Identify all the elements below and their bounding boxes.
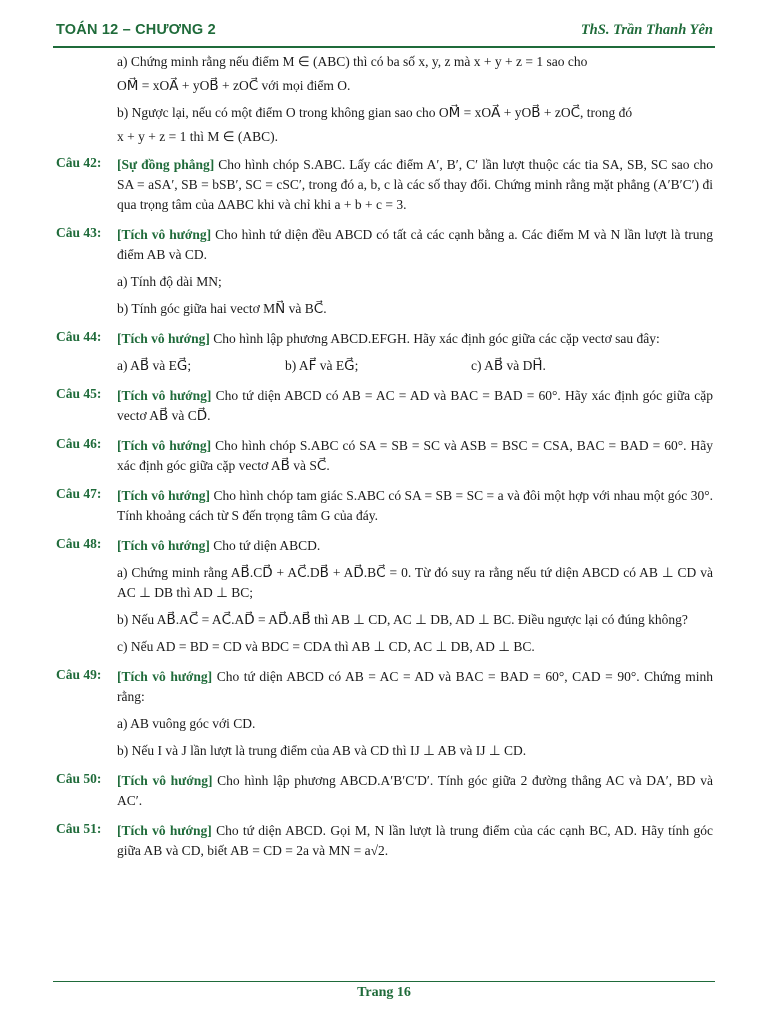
question-tag: [Tích vô hướng] (117, 669, 213, 684)
question-part-a: a) AB vuông góc với CD. (117, 716, 256, 731)
question-tag: [Tích vô hướng] (117, 388, 212, 403)
intro-part-b-line2: x + y + z = 1 thì M ∈ (ABC). (117, 129, 278, 144)
question-text: Cho hình lập phương ABCD.EFGH. Hãy xác định góc giữa các cặp vectơ sau đây: (209, 331, 660, 346)
question-number: Câu 48: (56, 536, 102, 551)
question-part-a: a) Chứng minh rằng AB⃗.CD⃗ + AC⃗.DB⃗ + AD⃗.BC⃗ = 0. Từ đó suy ra rằng nếu tứ diện ABCD có AB ⊥ CD và AC ⊥ DB thì AD ⊥ BC; (117, 565, 713, 600)
question-text: Cho tứ diện ABCD có AB = AC = AD và BAC = BAD = 60°, CAD = 90°. Chứng minh rằng: (117, 669, 713, 704)
question-tag: [Tích vô hướng] (117, 331, 210, 346)
question-number: Câu 49: (56, 667, 102, 682)
question-tag: [Tích vô hướng] (117, 438, 212, 453)
question-51 (53, 821, 713, 861)
page-header (53, 16, 715, 48)
question-text: Cho tứ diện ABCD. (209, 538, 321, 553)
question-part-c: c) Nếu AD = BD = CD và BDC = CDA thì AB ⊥ CD, AC ⊥ DB, AD ⊥ BC. (117, 639, 535, 654)
question-part-b: b) Tính góc giữa hai vectơ MN⃗ và BC⃗. (117, 301, 327, 316)
question-tag: [Tích vô hướng] (117, 773, 213, 788)
question-part-a: a) Tính độ dài MN; (117, 274, 222, 289)
question-part-b: b) AF⃗ và EG⃗; (285, 358, 359, 373)
question-part-c: c) AB⃗ và DH⃗. (471, 358, 546, 373)
question-tag: [Tích vô hướng] (117, 488, 211, 503)
question-number: Câu 46: (56, 436, 102, 451)
intro-block (53, 52, 713, 147)
question-tag: [Tích vô hướng] (117, 538, 210, 553)
question-text: Cho tứ diện ABCD. Gọi M, N lần lượt là trung điểm của các cạnh BC, AD. Hãy tính góc giữa AB và CD, biết AB = CD = 2a và MN = a√2. (117, 823, 714, 858)
question-text: Cho tứ diện ABCD có AB = AC = AD và BAC = BAD = 60°. Hãy xác định góc giữa cặp vectơ AB⃗ và CD⃗. (117, 388, 713, 423)
question-tag: [Sự đồng phẳng] (117, 157, 215, 172)
question-number: Câu 42: (56, 155, 102, 170)
question-text: Cho hình lập phương ABCD.A′B′C′D′. Tính góc giữa 2 đường thẳng AC và DA′, BD và AC′. (117, 773, 713, 808)
question-number: Câu 47: (56, 486, 102, 501)
question-46 (53, 436, 713, 476)
question-number: Câu 43: (56, 225, 102, 240)
question-number: Câu 50: (56, 771, 102, 786)
question-part-b: b) Nếu AB⃗.AC⃗ = AC⃗.AD⃗ = AD⃗.AB⃗ thì AB ⊥ CD, AC ⊥ DB, AD ⊥ BC. Điều ngược lại có đúng không? (117, 612, 688, 627)
chapter-title: TOÁN 12 – CHƯƠNG 2 (56, 22, 216, 38)
intro-part-b-line1: b) Ngược lại, nếu có một điểm O trong không gian sao cho OM⃗ = xOA⃗ + yOB⃗ + zOC⃗, trong đó (117, 105, 633, 120)
question-tag: [Tích vô hướng] (117, 823, 212, 838)
question-text: Cho hình chóp tam giác S.ABC có SA = SB = SC = a và đôi một hợp với nhau một góc 30°. Tính khoảng cách từ S đến trọng tâm G của đáy. (117, 488, 714, 523)
question-text: Cho hình chóp S.ABC. Lấy các điểm A′, B′, C′ lần lượt thuộc các tia SA, SB, SC sao cho SA = aSA′, SB = bSB′, SC = cSC′, trong đó a, b, c là các số thay đổi. Chứng minh rằng mặt phẳng (A′B′C′) đi qua trọng tâm của ΔABC khi và chỉ khi a + b + c = 3. (117, 157, 713, 212)
page-content (53, 52, 713, 871)
question-45 (53, 386, 713, 426)
question-parts-row (117, 356, 713, 376)
question-44 (53, 329, 713, 376)
question-text: Cho hình chóp S.ABC có SA = SB = SC và ASB = BSC = CSA, BAC = BAD = 60°. Hãy xác định góc giữa cặp vectơ AB⃗ và SC⃗. (117, 438, 713, 473)
question-number: Câu 51: (56, 821, 102, 836)
question-number: Câu 45: (56, 386, 102, 401)
footer-divider (53, 981, 715, 982)
question-43 (53, 225, 713, 319)
intro-part-a-line1: a) Chứng minh rằng nếu điểm M ∈ (ABC) thì có ba số x, y, z mà x + y + z = 1 sao cho (117, 54, 588, 69)
question-part-a: a) AB⃗ và EG⃗; (117, 358, 192, 373)
author-name: ThS. Trần Thanh Yên (580, 22, 713, 38)
question-48 (53, 536, 713, 657)
question-47 (53, 486, 713, 526)
question-tag: [Tích vô hướng] (117, 227, 212, 242)
question-49 (53, 667, 713, 761)
question-50 (53, 771, 713, 811)
question-42 (53, 155, 713, 215)
question-text: Cho hình tứ diện đều ABCD có tất cả các cạnh bằng a. Các điểm M và N lần lượt là trung điểm AB và CD. (117, 227, 713, 262)
intro-part-a-line2: OM⃗ = xOA⃗ + yOB⃗ + zOC⃗ với mọi điểm O. (117, 78, 351, 93)
question-number: Câu 44: (56, 329, 102, 344)
question-part-b: b) Nếu I và J lần lượt là trung điểm của AB và CD thì IJ ⊥ AB và IJ ⊥ CD. (117, 743, 527, 758)
page-number: Trang 16 (357, 985, 411, 1000)
